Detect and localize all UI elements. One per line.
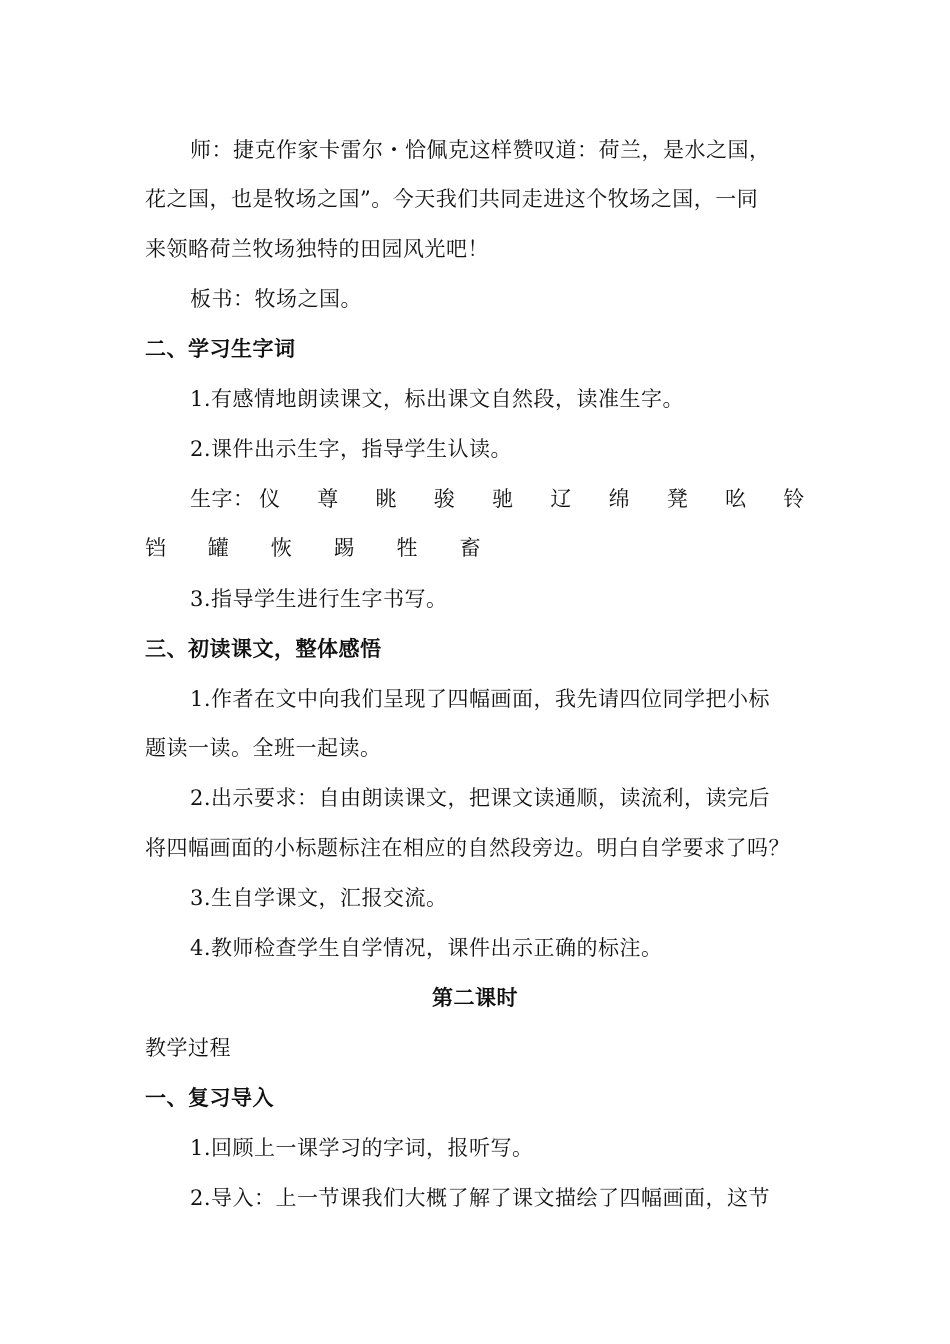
lesson2-step2: 2.导入：上一节课我们大概了解了课文描绘了四幅画面，这节 — [190, 1186, 771, 1210]
new-char: 骏 — [433, 487, 456, 511]
new-char: 仪 — [259, 487, 281, 511]
new-chars-row-1 — [145, 484, 805, 514]
new-chars-list-2 — [145, 533, 481, 563]
new-char: 罐 — [207, 536, 230, 560]
board-writing: 板书：牧场之国。 — [190, 287, 362, 311]
intro-line-3: 来领略荷兰牧场独特的田园风光吧！ — [145, 237, 489, 261]
intro-line-1: 师：捷克作家卡雷尔・恰佩克这样赞叹道：荷兰，是水之国， — [190, 138, 771, 162]
section3-step3: 3.生自学课文，汇报交流。 — [190, 886, 448, 910]
new-char: 眺 — [375, 487, 398, 511]
teaching-process-label: 教学过程 — [145, 1036, 231, 1060]
section3-step1-line1: 1.作者在文中向我们呈现了四幅画面，我先请四位同学把小标 — [190, 687, 771, 711]
new-chars-label: 生字： — [190, 487, 255, 511]
new-char: 恢 — [270, 536, 293, 560]
lesson2-step1: 1.回顾上一课学习的字词，报听写。 — [190, 1136, 534, 1160]
section3-step1-line2: 题读一读。全班一起读。 — [145, 736, 382, 760]
section3-step4: 4.教师检查学生自学情况，课件出示正确的标注。 — [190, 936, 663, 960]
section3-step2-line2: 将四幅画面的小标题标注在相应的自然段旁边。明白自学要求了吗？ — [145, 836, 790, 860]
new-char: 铃 — [783, 487, 805, 511]
section2-step1: 1.有感情地朗读课文，标出课文自然段，读准生字。 — [190, 387, 685, 411]
section2-step3: 3.指导学生进行生字书写。 — [190, 587, 448, 611]
new-char: 尊 — [317, 487, 339, 511]
new-char: 踢 — [333, 536, 356, 560]
new-chars-row-2 — [145, 533, 805, 563]
new-char: 绵 — [608, 487, 631, 511]
new-chars-list-1 — [259, 484, 805, 514]
intro-line-2: 花之国，也是牧场之国”。今天我们共同走进这个牧场之国，一同 — [145, 187, 759, 211]
section3-step2-line1: 2.出示要求：自由朗读课文，把课文读通顺，读流利，读完后 — [190, 786, 771, 810]
new-char: 驰 — [492, 487, 514, 511]
section2-step2: 2.课件出示生字，指导学生认读。 — [190, 437, 513, 461]
section2-heading: 二、学习生字词 — [145, 336, 296, 361]
new-char: 畜 — [459, 536, 481, 560]
lesson2-heading: 一、复习导入 — [145, 1085, 274, 1110]
new-char: 铛 — [145, 536, 167, 560]
lesson2-title: 第二课时 — [432, 985, 518, 1010]
new-char: 吆 — [725, 487, 747, 511]
section3-heading: 三、初读课文，整体感悟 — [145, 636, 382, 661]
new-char: 牲 — [396, 536, 419, 560]
new-char: 凳 — [666, 487, 689, 511]
new-char: 辽 — [550, 487, 572, 511]
